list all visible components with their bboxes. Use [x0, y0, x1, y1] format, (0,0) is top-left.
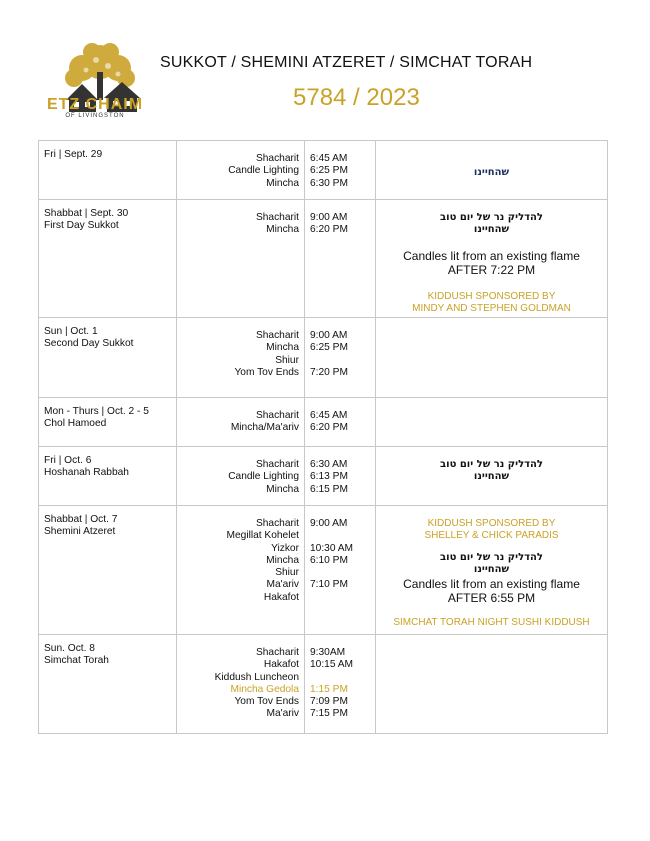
events-cell — [177, 318, 305, 398]
candle-note: Candles lit from an existing flame — [403, 248, 580, 263]
schedule-row — [39, 447, 608, 506]
notes-cell — [376, 447, 608, 506]
year-heading: 5784 / 2023 — [293, 84, 420, 111]
event-name: Yom Tov Ends — [234, 696, 299, 708]
event-name: Megillat Kohelet — [226, 530, 299, 542]
candle-time: AFTER 7:22 PM — [447, 262, 536, 277]
holiday-name: Chol Hamoed — [44, 418, 107, 430]
event-time: 6:15 PM — [310, 483, 348, 495]
event-name: Candle Lighting — [228, 165, 299, 177]
page-title: SUKKOT / SHEMINI ATZERET / SIMCHAT TORAH — [160, 54, 533, 71]
times-cell — [305, 398, 376, 447]
event-name: Hakafot — [263, 659, 299, 671]
event-time: 6:25 PM — [310, 165, 348, 177]
sushi-kiddush-note: SIMCHAT TORAH NIGHT SUSHI KIDDUSH — [393, 616, 590, 628]
notes-cell — [376, 635, 608, 734]
day-label: Shabbat | Oct. 7 — [44, 514, 118, 525]
event-time: 6:25 PM — [310, 342, 348, 354]
holiday-name: Second Day Sukkot — [44, 338, 134, 350]
hebrew-candle-blessing: להדליק נר של יום טוב — [440, 459, 543, 470]
schedule-row — [39, 141, 608, 200]
event-name: Kiddush Luncheon — [214, 671, 299, 683]
events-cell — [177, 141, 305, 200]
day-cell — [39, 318, 177, 398]
day-label: Sun. Oct. 8 — [44, 643, 95, 654]
event-time: 6:30 AM — [310, 459, 348, 470]
schedule-row — [39, 635, 608, 734]
schedule-table — [38, 140, 608, 734]
event-name: Mincha — [266, 177, 299, 189]
day-cell — [39, 506, 177, 635]
day-cell — [39, 200, 177, 318]
event-time: 10:30 AM — [310, 542, 354, 554]
event-name: Yom Tov Ends — [234, 366, 299, 378]
logo-name: ETZ CHAIM — [46, 96, 144, 113]
event-time: 7:15 PM — [310, 708, 348, 720]
notes-cell — [376, 506, 608, 635]
candle-note: Candles lit from an existing flame — [403, 576, 580, 591]
kiddush-sponsor-names: MINDY AND STEPHEN GOLDMAN — [412, 302, 571, 314]
times-cell — [305, 318, 376, 398]
event-name: Shacharit — [255, 212, 299, 223]
event-name: Hakafot — [263, 591, 299, 603]
event-time: 6:10 PM — [310, 554, 348, 566]
event-time — [310, 592, 375, 604]
kiddush-sponsor-heading: KIDDUSH SPONSORED BY — [427, 290, 556, 302]
event-time: 9:00 AM — [310, 518, 348, 529]
day-label: Fri | Sept. 29 — [44, 149, 103, 160]
notes-cell — [376, 141, 608, 200]
events-cell — [177, 447, 305, 506]
event-name: Shacharit — [255, 518, 299, 529]
event-name: Mincha/Ma'ariv — [230, 422, 299, 434]
event-time: 6:45 AM — [310, 153, 348, 164]
event-name: Mincha — [266, 342, 299, 354]
notes-cell — [376, 200, 608, 318]
event-name: Shacharit — [255, 459, 299, 470]
event-name: Yizkor — [271, 542, 299, 554]
day-cell — [39, 398, 177, 447]
event-time: 7:10 PM — [310, 579, 348, 591]
event-name: Mincha — [266, 483, 299, 495]
event-time: 7:20 PM — [310, 366, 348, 378]
times-cell — [305, 200, 376, 318]
times-cell — [305, 447, 376, 506]
event-time: 9:00 AM — [310, 212, 348, 223]
event-time: 9:30AM — [310, 647, 346, 658]
event-time — [310, 567, 375, 579]
hebrew-blessing: שהחיינו — [473, 471, 510, 483]
event-name: Shiur — [275, 567, 299, 579]
holiday-name: Simchat Torah — [44, 655, 109, 667]
hebrew-blessing: שהחיינו — [473, 224, 510, 236]
event-name: Ma'ariv — [266, 579, 299, 591]
day-label: Sun | Oct. 1 — [44, 326, 98, 337]
kiddush-sponsor-heading: KIDDUSH SPONSORED BY — [427, 518, 556, 529]
day-label: Fri | Oct. 6 — [44, 455, 92, 466]
event-name: Mincha — [266, 554, 299, 566]
event-time: 9:00 AM — [310, 330, 348, 341]
holiday-name: First Day Sukkot — [44, 220, 119, 232]
event-time: 6:30 PM — [310, 177, 348, 189]
event-name: Shacharit — [255, 330, 299, 341]
events-cell — [177, 506, 305, 635]
schedule-row — [39, 398, 608, 447]
event-name: Ma'ariv — [266, 708, 299, 720]
notes-cell — [376, 318, 608, 398]
schedule-row — [39, 200, 608, 318]
event-time: 6:13 PM — [310, 471, 348, 483]
day-cell — [39, 141, 177, 200]
kiddush-sponsor-names: SHELLEY & CHICK PARADIS — [424, 530, 559, 541]
events-cell — [177, 635, 305, 734]
event-time: 6:20 PM — [310, 422, 348, 434]
day-cell — [39, 635, 177, 734]
event-time: 10:15 AM — [310, 659, 354, 671]
schedule-row — [39, 318, 608, 398]
event-name: Shacharit — [255, 153, 299, 164]
event-time: 6:45 AM — [310, 410, 348, 421]
events-cell — [177, 200, 305, 318]
event-name: Mincha — [266, 224, 299, 236]
hebrew-blessing: שהחיינו — [473, 564, 510, 576]
events-cell — [177, 398, 305, 447]
hebrew-blessing: שהחיינו — [473, 167, 510, 178]
event-time — [310, 530, 375, 542]
day-label: Shabbat | Sept. 30 — [44, 208, 129, 219]
event-name: Shiur — [275, 354, 299, 366]
event-name: Candle Lighting — [228, 471, 299, 483]
holiday-name: Shemini Atzeret — [44, 526, 116, 538]
event-time: 6:20 PM — [310, 224, 348, 236]
event-name: Shacharit — [255, 647, 299, 658]
event-name: Shacharit — [255, 410, 299, 421]
notes-cell — [376, 398, 608, 447]
times-cell — [305, 506, 376, 635]
times-cell — [305, 635, 376, 734]
event-time — [310, 355, 375, 367]
day-label: Mon - Thurs | Oct. 2 - 5 — [44, 406, 149, 417]
candle-time: AFTER 6:55 PM — [447, 590, 536, 605]
logo-subtitle: OF LIVINGSTON — [65, 113, 125, 119]
event-time — [310, 672, 375, 684]
times-cell — [305, 141, 376, 200]
event-time-highlight: 1:15 PM — [310, 683, 348, 695]
event-name-highlight: Mincha Gedola — [230, 683, 299, 695]
schedule-row — [39, 506, 608, 635]
hebrew-candle-blessing: להדליק נר של יום טוב — [440, 552, 543, 563]
holiday-name: Hoshanah Rabbah — [44, 467, 129, 479]
event-time: 7:09 PM — [310, 696, 348, 708]
hebrew-candle-blessing: להדליק נר של יום טוב — [440, 212, 543, 223]
day-cell — [39, 447, 177, 506]
